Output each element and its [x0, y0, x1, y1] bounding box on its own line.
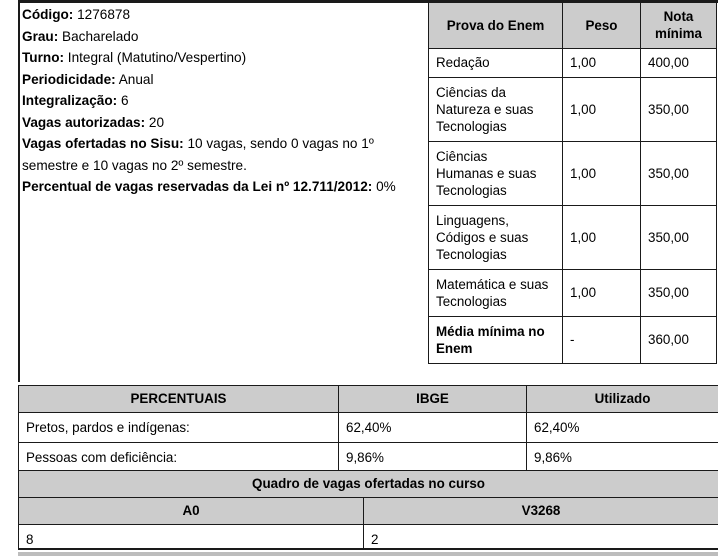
percentuais-header-ibge: IBGE: [339, 386, 527, 413]
enem-table-container: [428, 2, 716, 364]
table-row: [429, 78, 717, 142]
quadro-vagas-table: [18, 470, 718, 555]
table-row: [429, 206, 717, 270]
table-row: [19, 443, 718, 473]
enem-prova-nota: 350,00: [641, 78, 717, 142]
enem-prova-name: Linguagens, Códigos e suas Tecnologias: [429, 206, 563, 270]
detail-periodicidade: [22, 69, 418, 91]
enem-prova-nota: 350,00: [641, 142, 717, 206]
detail-grau-label: Grau:: [22, 28, 59, 44]
detail-percentual-lei-value: 0%: [372, 179, 396, 194]
course-details-panel: [22, 4, 418, 198]
percentuais-row-utilizado: 62,40%: [527, 413, 718, 443]
detail-vagas-autorizadas-value: 20: [145, 114, 165, 130]
detail-percentual-lei: [22, 176, 418, 198]
enem-prova-peso: 1,00: [563, 142, 641, 206]
percentuais-row-ibge: 62,40%: [339, 413, 527, 443]
quadro-header-v3268: V3268: [364, 498, 718, 525]
table-row: [429, 49, 717, 78]
enem-prova-name: Redação: [429, 49, 563, 78]
detail-periodicidade-label: Periodicidade:: [22, 71, 116, 87]
quadro-vagas-table-container: [18, 470, 718, 555]
enem-prova-peso: 1,00: [563, 206, 641, 270]
enem-prova-name: Ciências Humanas e suas Tecnologias: [429, 142, 563, 206]
quadro-header-row: [19, 498, 718, 525]
quadro-title: Quadro de vagas ofertadas no curso: [19, 471, 718, 498]
enem-prova-nota: 350,00: [641, 270, 717, 317]
bottom-shadow-band: [0, 550, 718, 559]
percentuais-header-row: [19, 386, 718, 413]
table-row: [429, 270, 717, 317]
enem-prova-nota: 400,00: [641, 49, 717, 78]
enem-header-nota-minima: Nota mínima: [641, 3, 717, 49]
detail-integralizacao-value: 6: [117, 93, 129, 108]
detail-grau: [22, 26, 418, 48]
detail-codigo-label: Código:: [22, 7, 74, 22]
detail-codigo: [22, 4, 418, 26]
detail-integralizacao-label: Integralização:: [22, 93, 118, 108]
percentuais-table-container: [18, 385, 718, 473]
detail-turno: [22, 47, 418, 69]
enem-prova-name: Matemática e suas Tecnologias: [429, 270, 563, 317]
detail-vagas-sisu: [22, 133, 418, 176]
enem-prova-peso: 1,00: [563, 49, 641, 78]
detail-codigo-value: 1276878: [73, 7, 131, 22]
quadro-title-row: [19, 471, 718, 498]
detail-percentual-lei-label: Percentual de vagas reservadas da Lei nº 12.711/2012:: [22, 179, 373, 194]
quadro-value-v3268: 2: [364, 525, 718, 555]
enem-header-row: [429, 3, 717, 49]
detail-vagas-sisu-value: 10 vagas, sendo 0 vagas no 1º semestre e 10 vagas no 2º semestre.: [22, 136, 374, 173]
detail-vagas-sisu-label: Vagas ofertadas no Sisu:: [22, 136, 184, 151]
enem-media-minima-nota: 360,00: [641, 317, 717, 364]
detail-vagas-autorizadas-label: Vagas autorizadas:: [22, 114, 146, 130]
enem-media-minima-peso: -: [563, 317, 641, 364]
detail-grau-value: Bacharelado: [58, 28, 139, 44]
percentuais-row-ibge: 9,86%: [339, 443, 527, 473]
table-row: [429, 317, 717, 364]
enem-prova-nota: 350,00: [641, 206, 717, 270]
percentuais-table: [18, 385, 718, 473]
table-row: [19, 413, 718, 443]
enem-table: [428, 2, 717, 364]
percentuais-header-label: PERCENTUAIS: [19, 386, 339, 413]
table-row: [429, 142, 717, 206]
percentuais-row-label: Pessoas com deficiência:: [19, 443, 339, 473]
detail-integralizacao: [22, 90, 418, 112]
percentuais-row-utilizado: 9,86%: [527, 443, 718, 473]
quadro-value-a0: 8: [19, 525, 364, 555]
left-border-rule: [18, 0, 20, 382]
enem-header-peso: Peso: [563, 3, 641, 49]
detail-turno-label: Turno:: [22, 50, 65, 65]
enem-prova-peso: 1,00: [563, 78, 641, 142]
quadro-header-a0: A0: [19, 498, 364, 525]
enem-prova-peso: 1,00: [563, 270, 641, 317]
percentuais-header-utilizado: Utilizado: [527, 386, 718, 413]
enem-media-minima-name: Média mínima no Enem: [429, 317, 563, 364]
enem-prova-name: Ciências da Natureza e suas Tecnologias: [429, 78, 563, 142]
detail-turno-value: Integral (Matutino/Vespertino): [64, 50, 247, 65]
detail-periodicidade-value: Anual: [115, 71, 154, 87]
enem-header-prova: Prova do Enem: [429, 3, 563, 49]
detail-vagas-autorizadas: [22, 112, 418, 134]
percentuais-row-label: Pretos, pardos e indígenas:: [19, 413, 339, 443]
